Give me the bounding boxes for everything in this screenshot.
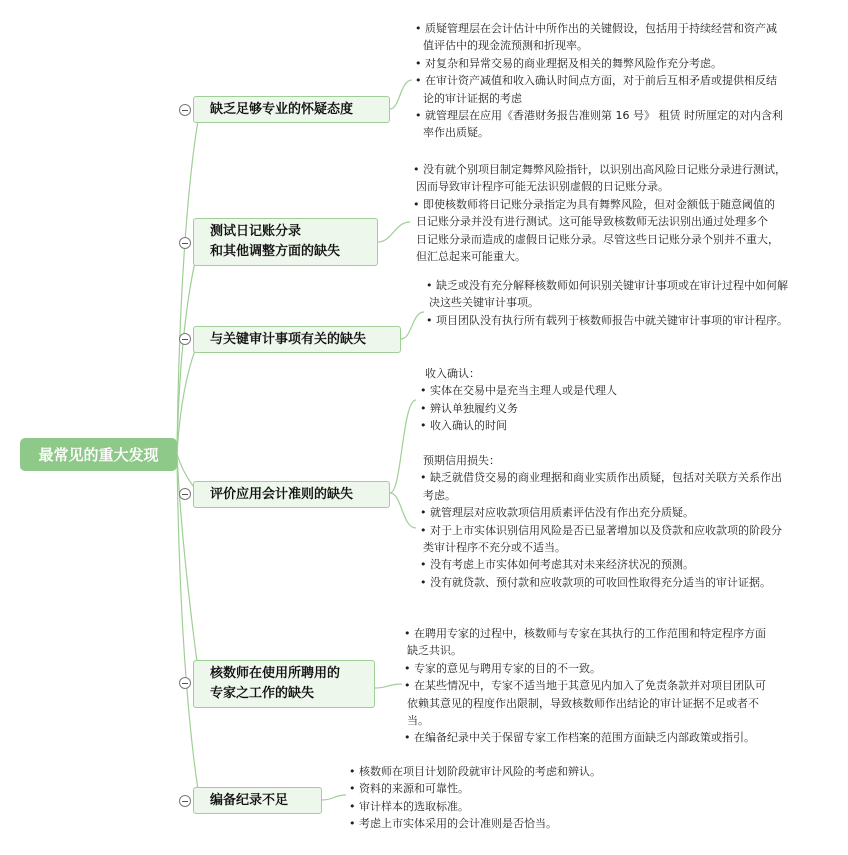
root-link-1 [177, 110, 200, 454]
note-line: 率作出质疑。 [423, 126, 489, 140]
note-line: • 在聘用专家的过程中，核数师与专家在其执行的工作范围和特定程序方面 [404, 627, 766, 640]
note-line: • 实体在交易中是充当主理人或是代理人 [420, 384, 617, 398]
note-line: 因而导致审计程序可能无法识别虚假的日记账分录。 [416, 180, 669, 194]
collapse-toggle-3[interactable] [179, 333, 191, 345]
branch-1-notes [415, 20, 783, 142]
note-line: • 缺乏或没有充分解释核数师如何识别关键审计事项或在审计过程中如何解 [426, 279, 788, 292]
branch-6[interactable] [193, 787, 322, 814]
note-line: 论的审计证据的考虑 [423, 91, 522, 105]
root-title: 最常见的重大发现 [38, 446, 159, 464]
note-line: • 缺乏就借贷交易的商业理据和商业实质作出质疑，包括对关联方关系作出 [420, 471, 782, 485]
note-line: 收入确认： [425, 367, 480, 380]
note-line: • 就管理层在应用《香港财务报告准则第 16 号》 租赁 时所厘定的对内含利 [415, 109, 783, 123]
notes-link-3 [401, 312, 424, 339]
branch-1-title-line-1: 缺乏足够专业的怀疑态度 [210, 101, 354, 117]
collapse-toggle-4[interactable] [179, 488, 191, 500]
root-link-3 [177, 339, 200, 454]
branch-6-notes [349, 763, 601, 833]
note-line: • 没有就个别项目制定舞弊风险指针，以识别出高风险日记账分录进行测试， [413, 163, 786, 176]
note-line: • 对于上市实体识别信用风险是否已显著增加以及贷款和应收款项的阶段分 [420, 523, 782, 537]
note-line: 但汇总起来可能重大。 [416, 250, 526, 264]
notes-link-4a [390, 400, 416, 493]
note-line: • 在编备纪录中关于保留专家工作档案的范围方面缺乏内部政策或指引。 [404, 731, 755, 745]
branch-4-title-line-1: 评价应用会计准则的缺失 [210, 486, 354, 502]
note-line: • 在审计资产减值和收入确认时间点方面，对于前后互相矛盾或提供相反结 [415, 74, 777, 88]
note-line: 依赖其意见的程度作出限制，导致核数师作出结论的审计证据不足或者不 [407, 696, 759, 710]
note-line: • 核数师在项目计划阶段就审计风险的考虑和辨认。 [349, 765, 601, 778]
note-line: • 专家的意见与聘用专家的目的不一致。 [404, 661, 601, 675]
notes-link-2 [378, 222, 410, 242]
branch-3-title-line-1: 与关键审计事项有关的缺失 [210, 331, 367, 347]
note-line: • 辨认单独履约义务 [420, 401, 518, 415]
note-line: • 项目团队没有执行所有载列于核数师报告中就关键审计事项的审计程序。 [426, 313, 788, 327]
note-line [420, 435, 782, 452]
note-line: 考虑。 [423, 488, 456, 502]
note-line: • 对复杂和异常交易的商业理据及相关的舞弊风险作充分考虑。 [415, 56, 722, 70]
note-line: 日记账分录而造成的虚假日记账分录。尽管这些日记账分录个别并不重大， [416, 232, 779, 246]
note-line: 决这些关键审计事项。 [429, 296, 539, 310]
collapse-toggle-5[interactable] [179, 677, 191, 689]
notes-link-4b [390, 493, 416, 528]
branch-5-title-line-1: 核数师在使用所聘用的 [210, 666, 341, 681]
branch-4[interactable] [193, 481, 390, 508]
note-line: • 即使核数师将日记账分录指定为具有舞弊风险，但对金额低于随意阈值的 [413, 197, 775, 211]
branch-3[interactable] [193, 326, 401, 353]
collapse-toggle-2[interactable] [179, 237, 191, 249]
note-line: • 没有考虑上市实体如何考虑其对未来经济状况的预测。 [420, 558, 694, 572]
branch-5-notes [404, 625, 766, 747]
notes-link-6 [322, 795, 346, 800]
branch-2-title-line-1: 测试日记账分录 [210, 224, 302, 239]
note-line: 类审计程序不充分或不适当。 [423, 541, 566, 555]
note-line: 值评估中的现金流预测和折现率。 [423, 39, 588, 53]
note-line: 日记账分录并没有进行测试。这可能导致核数师无法识别出通过处理多个 [416, 215, 768, 229]
branch-3-notes [426, 277, 788, 329]
branch-5-title-line-2: 专家之工作的缺失 [210, 686, 315, 701]
note-line: • 审计样本的选取标准。 [349, 799, 469, 813]
note-line: • 质疑管理层在会计估计中所作出的关键假设，包括用于持续经营和资产减 [415, 22, 777, 35]
note-line: • 资料的来源和可靠性。 [349, 782, 469, 796]
note-line: 缺乏共识。 [407, 644, 462, 658]
note-line: • 就管理层对应收款项信用质素评估没有作出充分质疑。 [420, 506, 694, 520]
branch-1[interactable] [193, 96, 390, 123]
branch-2[interactable] [193, 218, 378, 266]
notes-link-1 [390, 80, 412, 109]
root-topic[interactable] [20, 438, 177, 471]
branch-5[interactable] [193, 660, 375, 708]
note-line: • 没有就贷款、预付款和应收款项的可收回性取得充分适当的审计证据。 [420, 575, 771, 589]
note-line: 预期信用损失： [423, 454, 500, 468]
branch-4-notes [420, 365, 782, 591]
note-line: • 在某些情况中，专家不适当地于其意见内加入了免责条款并对项目团队可 [404, 679, 766, 693]
note-line: 当。 [407, 714, 429, 728]
collapse-toggle-6[interactable] [179, 795, 191, 807]
branch-2-notes [413, 161, 786, 265]
notes-link-5 [375, 684, 402, 688]
branch-6-title-line-1: 编备纪录不足 [210, 792, 289, 808]
collapse-toggle-1[interactable] [179, 104, 191, 116]
note-line: • 收入确认的时间 [420, 419, 507, 433]
branch-2-title-line-2: 和其他调整方面的缺失 [210, 244, 341, 259]
note-line: • 考虑上市实体采用的会计准则是否恰当。 [349, 817, 557, 831]
